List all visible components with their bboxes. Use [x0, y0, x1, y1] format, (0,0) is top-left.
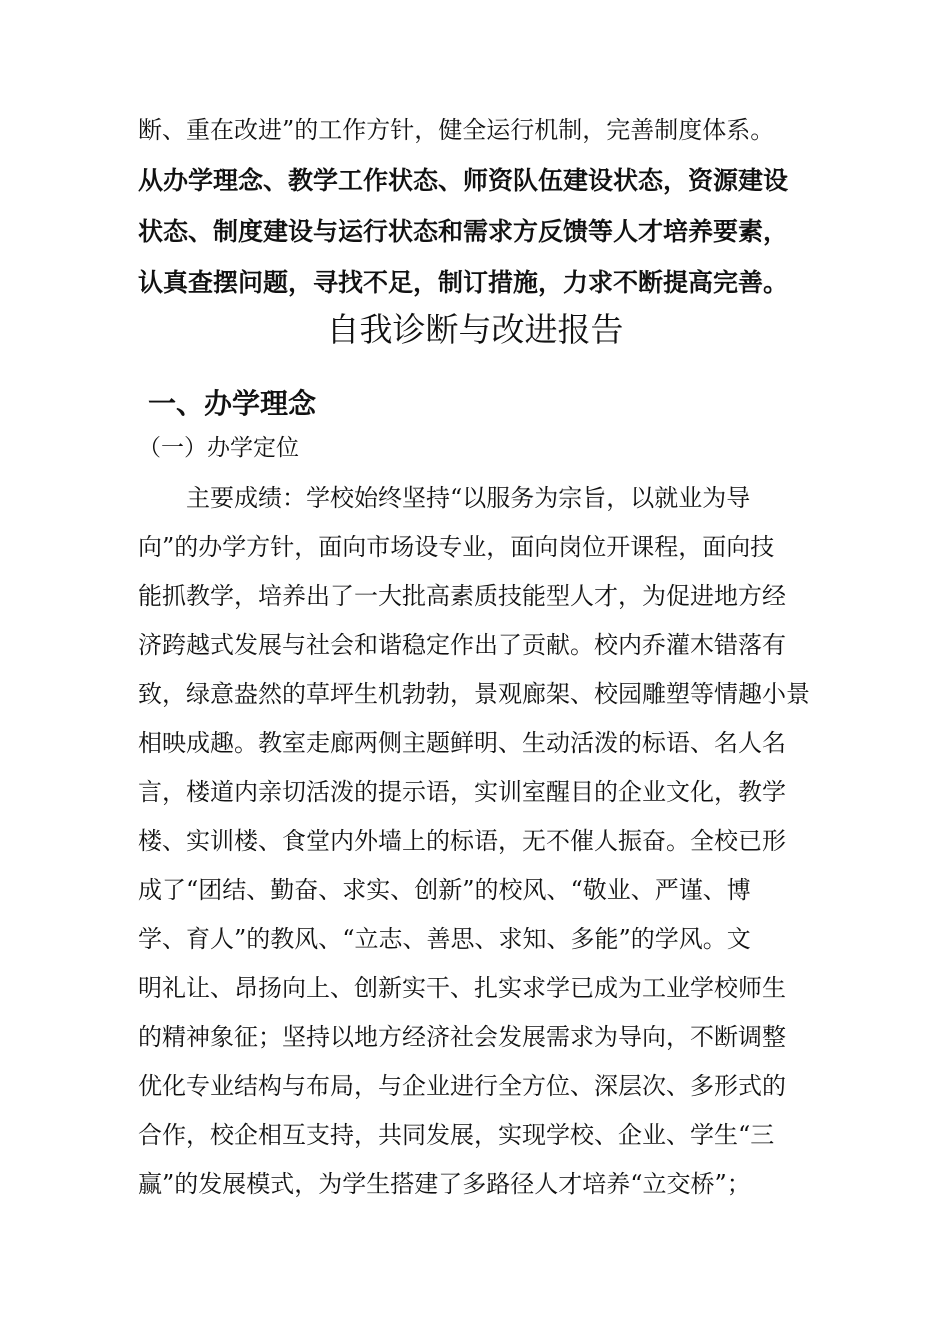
intro-line-3: 状态、制度建设与运行状态和需求方反馈等人才培养要素， [138, 217, 789, 246]
intro-line-2: 从办学理念、教学工作状态、师资队伍建设状态，资源建设 [138, 166, 789, 195]
body-line-12: 的精神象征；坚持以地方经济社会发展需求为导向，不断调整 [138, 1023, 786, 1051]
intro-line-4: 认真查摆问题，寻找不足，制订措施，力求不断提高完善。 [138, 268, 789, 297]
body-line-3: 能抓教学，培养出了一大批高素质技能型人才，为促进地方经 [138, 582, 786, 610]
body-line-11: 明礼让、昂扬向上、创新实干、扎实求学已成为工业学校师生 [138, 974, 786, 1002]
body-line-7: 言，楼道内亲切活泼的提示语，实训室醒目的企业文化，教学 [138, 778, 786, 806]
section-subheading: （一）办学定位 [138, 435, 299, 461]
body-line-13: 优化专业结构与布局，与企业进行全方位、深层次、多形式的 [138, 1072, 786, 1100]
body-line-1: 主要成绩：学校始终坚持“以服务为宗旨，以就业为导 [138, 484, 751, 512]
body-line-9: 成了“团结、勤奋、求实、创新”的校风、“敬业、严谨、博 [138, 876, 751, 904]
body-line-2: 向”的办学方针，面向市场设专业，面向岗位开课程，面向技 [138, 533, 775, 561]
body-line-14: 合作，校企相互支持，共同发展，实现学校、企业、学生“三 [138, 1121, 775, 1149]
body-line-10: 学、育人”的教风、“立志、善思、求知、多能”的学风。文 [138, 925, 751, 953]
body-line-5: 致，绿意盎然的草坪生机勃勃，景观廊架、校园雕塑等情趣小景 [138, 680, 810, 708]
body-line-6: 相映成趣。教室走廊两侧主题鲜明、生动活泼的标语、名人名 [138, 729, 786, 757]
report-title: 自我诊断与改进报告 [326, 310, 624, 349]
body-line-8: 楼、实训楼、食堂内外墙上的标语，无不催人振奋。全校已形 [138, 827, 786, 855]
body-line-15: 赢”的发展模式，为学生搭建了多路径人才培养“立交桥”； [138, 1170, 751, 1198]
body-line-4: 济跨越式发展与社会和谐稳定作出了贡献。校内乔灌木错落有 [138, 631, 786, 659]
section-heading: 一、办学理念 [148, 387, 317, 420]
intro-line-1: 断、重在改进”的工作方针，健全运行机制，完善制度体系。 [138, 116, 775, 144]
